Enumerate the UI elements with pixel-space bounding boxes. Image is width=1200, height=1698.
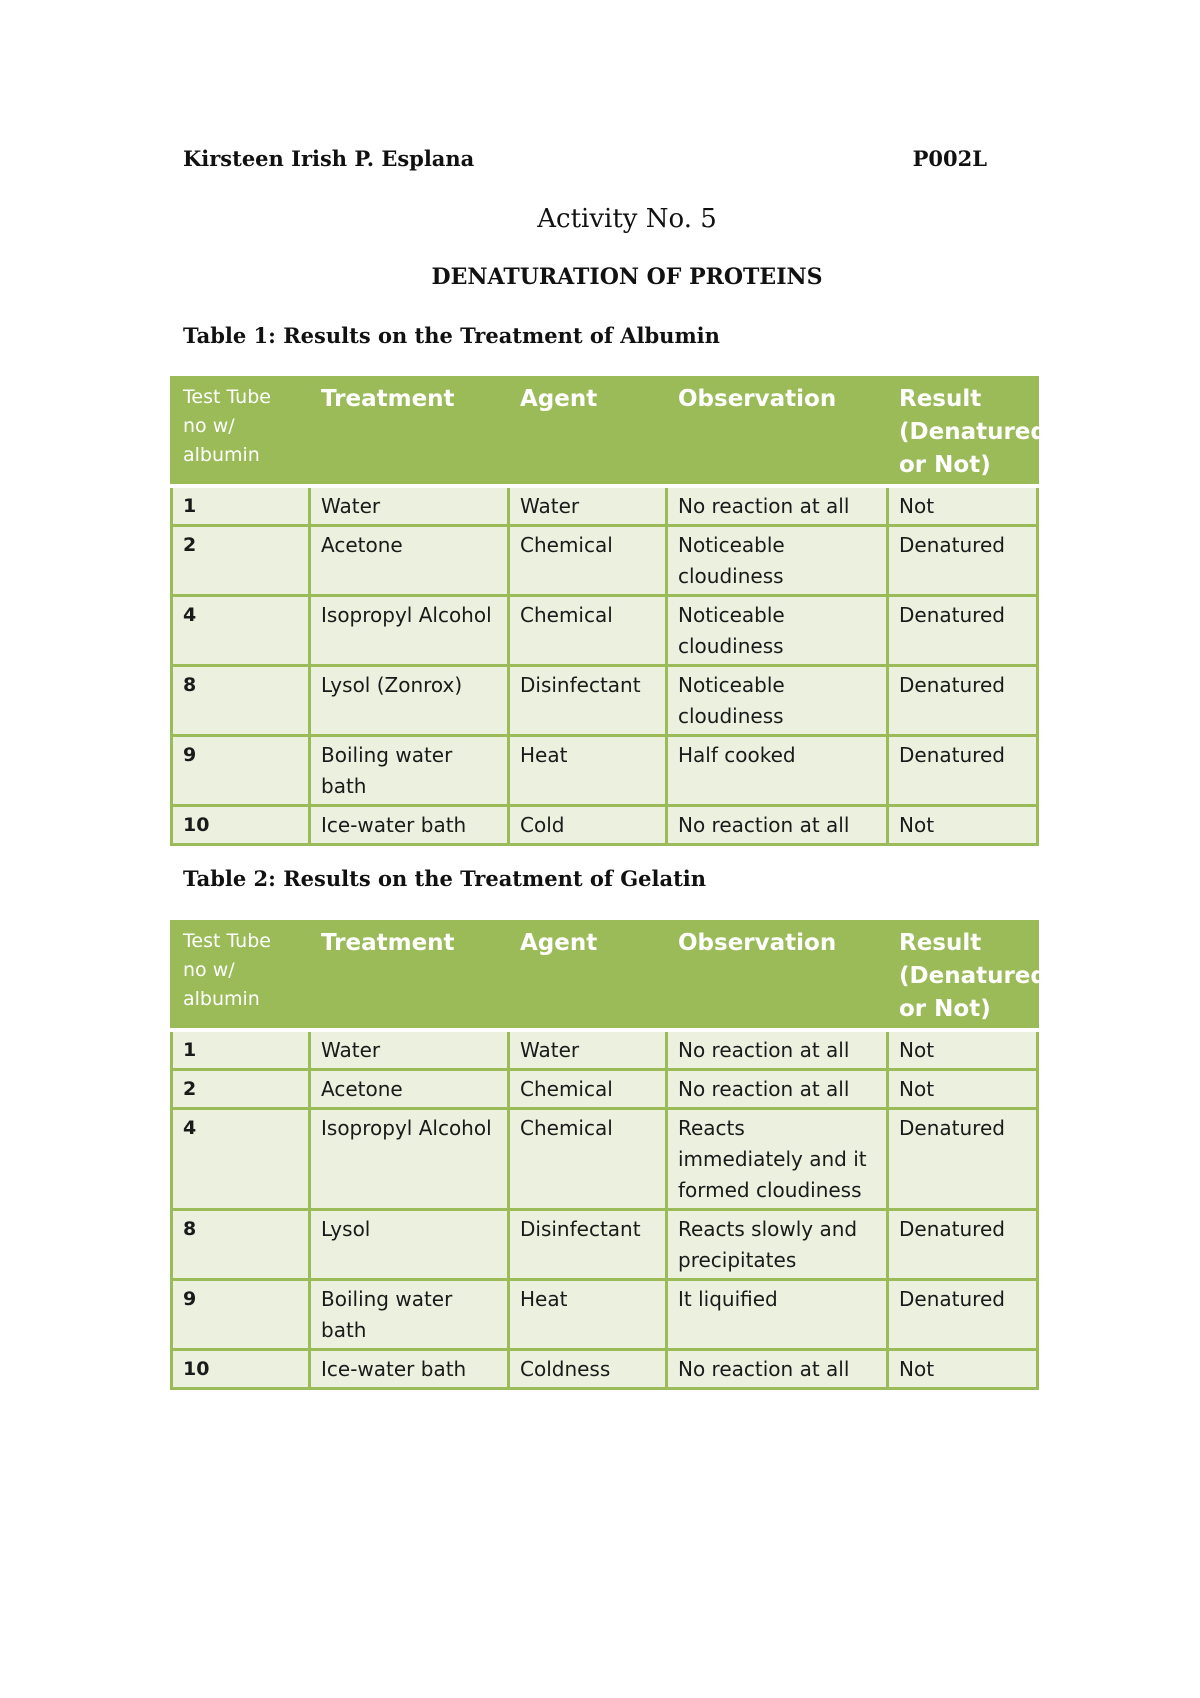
result-cell: Not bbox=[888, 1350, 1038, 1389]
treatment-cell: Acetone bbox=[310, 526, 509, 596]
col-header-result: Result (Denatured or Not) bbox=[888, 922, 1038, 1031]
agent-cell: Chemical bbox=[509, 1109, 667, 1210]
test-tube-number: 8 bbox=[172, 1210, 310, 1280]
treatment-cell: Ice-water bath bbox=[310, 1350, 509, 1389]
result-cell: Not bbox=[888, 486, 1038, 526]
table-row bbox=[172, 1350, 1038, 1389]
test-tube-number: 8 bbox=[172, 666, 310, 736]
observation-cell: No reaction at all bbox=[667, 1070, 888, 1109]
observation-cell: No reaction at all bbox=[667, 1030, 888, 1070]
document-title: DENATURATION OF PROTEINS bbox=[431, 264, 823, 290]
observation-cell: No reaction at all bbox=[667, 806, 888, 845]
test-tube-number: 9 bbox=[172, 1280, 310, 1350]
observation-cell: It liquified bbox=[667, 1280, 888, 1350]
observation-cell: No reaction at all bbox=[667, 486, 888, 526]
table1-caption bbox=[183, 323, 720, 348]
col-header-observation: Observation bbox=[667, 922, 888, 1031]
test-tube-number: 1 bbox=[172, 1030, 310, 1070]
result-cell: Denatured bbox=[888, 666, 1038, 736]
header-row bbox=[183, 146, 987, 176]
observation-cell: Half cooked bbox=[667, 736, 888, 806]
treatment-cell: Boiling water bath bbox=[310, 736, 509, 806]
treatment-cell: Isopropyl Alcohol bbox=[310, 1109, 509, 1210]
result-cell: Not bbox=[888, 806, 1038, 845]
test-tube-number: 2 bbox=[172, 1070, 310, 1109]
table-row bbox=[172, 1280, 1038, 1350]
observation-cell: Noticeable cloudiness bbox=[667, 596, 888, 666]
col-header-result: Result (Denatured or Not) bbox=[888, 378, 1038, 487]
treatment-cell: Ice-water bath bbox=[310, 806, 509, 845]
result-cell: Denatured bbox=[888, 736, 1038, 806]
table-row bbox=[172, 1030, 1038, 1070]
agent-cell: Cold bbox=[509, 806, 667, 845]
observation-cell: Reacts slowly and precipitates bbox=[667, 1210, 888, 1280]
table-row bbox=[172, 666, 1038, 736]
result-cell: Denatured bbox=[888, 526, 1038, 596]
table2-header-row bbox=[172, 922, 1038, 1031]
table-row bbox=[172, 486, 1038, 526]
test-tube-number: 10 bbox=[172, 1350, 310, 1389]
col-header-observation: Observation bbox=[667, 378, 888, 487]
result-cell: Denatured bbox=[888, 1210, 1038, 1280]
test-tube-number: 9 bbox=[172, 736, 310, 806]
treatment-cell: Isopropyl Alcohol bbox=[310, 596, 509, 666]
table-row bbox=[172, 806, 1038, 845]
table1-caption-text: Results on the Treatment of Albumin bbox=[275, 323, 720, 348]
result-cell: Not bbox=[888, 1070, 1038, 1109]
agent-cell: Disinfectant bbox=[509, 1210, 667, 1280]
col-header-test-tube: Test Tube no w/ albumin bbox=[172, 922, 310, 1031]
observation-cell: No reaction at all bbox=[667, 1350, 888, 1389]
result-cell: Denatured bbox=[888, 1109, 1038, 1210]
table1-caption-label: Table 1: bbox=[183, 323, 276, 348]
treatment-cell: Boiling water bath bbox=[310, 1280, 509, 1350]
table-row bbox=[172, 736, 1038, 806]
table-row bbox=[172, 1210, 1038, 1280]
col-header-treatment: Treatment bbox=[310, 378, 509, 487]
agent-cell: Heat bbox=[509, 1280, 667, 1350]
treatment-cell: Water bbox=[310, 486, 509, 526]
activity-title: Activity No. 5 bbox=[537, 204, 717, 234]
gelatin-results-table bbox=[170, 920, 1047, 1390]
test-tube-number: 4 bbox=[172, 1109, 310, 1210]
table2-caption bbox=[183, 866, 706, 891]
test-tube-number: 2 bbox=[172, 526, 310, 596]
col-header-treatment: Treatment bbox=[310, 922, 509, 1031]
result-cell: Denatured bbox=[888, 596, 1038, 666]
result-cell: Not bbox=[888, 1030, 1038, 1070]
table2-caption-label: Table 2: bbox=[183, 866, 276, 891]
agent-cell: Water bbox=[509, 1030, 667, 1070]
treatment-cell: Lysol bbox=[310, 1210, 509, 1280]
author-name: Kirsteen Irish P. Esplana bbox=[183, 146, 475, 171]
test-tube-number: 4 bbox=[172, 596, 310, 666]
agent-cell: Coldness bbox=[509, 1350, 667, 1389]
col-header-agent: Agent bbox=[509, 378, 667, 487]
observation-cell: Noticeable cloudiness bbox=[667, 526, 888, 596]
agent-cell: Water bbox=[509, 486, 667, 526]
col-header-agent: Agent bbox=[509, 922, 667, 1031]
table-row bbox=[172, 596, 1038, 666]
test-tube-number: 10 bbox=[172, 806, 310, 845]
test-tube-number: 1 bbox=[172, 486, 310, 526]
treatment-cell: Lysol (Zonrox) bbox=[310, 666, 509, 736]
table-row bbox=[172, 1109, 1038, 1210]
treatment-cell: Water bbox=[310, 1030, 509, 1070]
albumin-results-table bbox=[170, 376, 1047, 846]
result-cell: Denatured bbox=[888, 1280, 1038, 1350]
table1-header-row bbox=[172, 378, 1038, 487]
table-row bbox=[172, 526, 1038, 596]
agent-cell: Heat bbox=[509, 736, 667, 806]
observation-cell: Reacts immediately and it formed cloudiness bbox=[667, 1109, 888, 1210]
section-code: P002L bbox=[912, 146, 987, 171]
agent-cell: Disinfectant bbox=[509, 666, 667, 736]
observation-cell: Noticeable cloudiness bbox=[667, 666, 888, 736]
col-header-test-tube: Test Tube no w/ albumin bbox=[172, 378, 310, 487]
table-row bbox=[172, 1070, 1038, 1109]
agent-cell: Chemical bbox=[509, 1070, 667, 1109]
table2-caption-text: Results on the Treatment of Gelatin bbox=[275, 866, 707, 891]
agent-cell: Chemical bbox=[509, 526, 667, 596]
treatment-cell: Acetone bbox=[310, 1070, 509, 1109]
agent-cell: Chemical bbox=[509, 596, 667, 666]
